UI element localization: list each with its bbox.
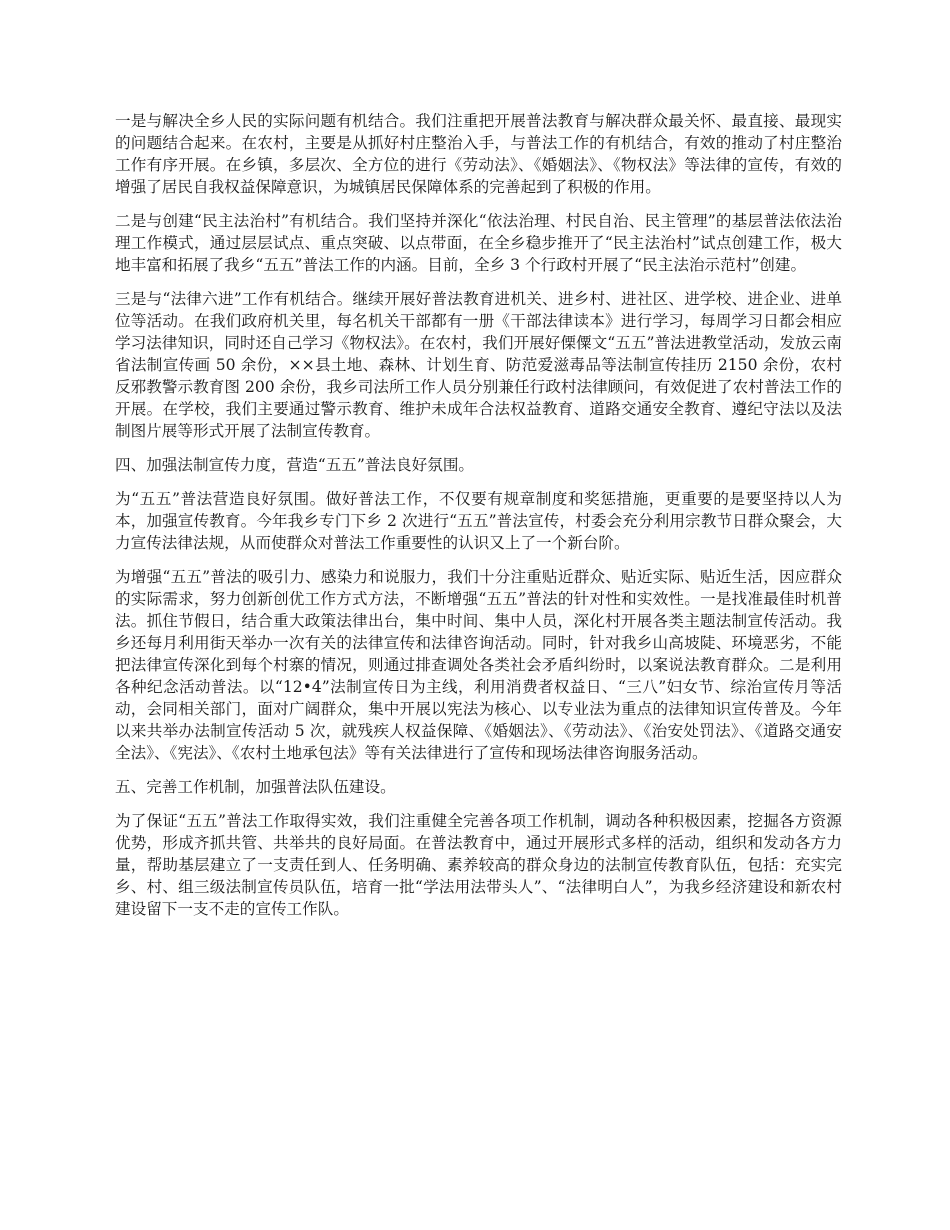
section-heading-mechanism: 五、完善工作机制，加强普法队伍建设。	[115, 778, 396, 796]
document-body	[115, 110, 842, 932]
paragraph-rural-integration: 一是与解决全乡人民的实际问题有机结合。我们注重把开展普法教育与解决群众最关怀、最直接、最现实的问题结合起来。在农村，主要是从抓好村庄整治入手，与普法工作的有机结合，有效的推动了村庄整治工作有序开展。在乡镇，多层次、全方位的进行《劳动法》、《婚姻法》、《物权法》等法律的宣传，有效的增强了居民自我权益保障意识，为城镇居民保障体系的完善起到了积极的作用。	[115, 112, 842, 196]
paragraph-team-building: 为了保证“五五”普法工作取得实效，我们注重健全完善各项工作机制，调动各种积极因素，挖掘各方资源优势，形成齐抓共管、共举共的良好局面。在普法教育中，通过开展形式多样的活动，组织和发动各方力量，帮助基层建立了一支责任到人、任务明确、素养较高的群众身边的法制宣传教育队伍，包括：充实完乡、村、组三级法制宣传员队伍，培育一批“学法用法带头人”、“法律明白人”，为我乡经济建设和新农村建设留下一支不走的宣传工作队。	[115, 812, 842, 918]
paragraph-atmosphere: 为“五五”普法营造良好氛围。做好普法工作，不仅要有规章制度和奖惩措施，更重要的是要坚持以人为 本，加强宣传教育。今年我乡专门下乡 2 次进行“五五”普法宣传，村委会充分利用宗教节日群众聚会，大力宣传法律法规，从而使群众对普法工作重要性的认识又上了一个新台阶。	[115, 490, 842, 552]
paragraph-democratic-village: 二是与创建“民主法治村”有机结合。我们坚持并深化“依法治理、村民自治、民主管理”的基层普法依法治理工作模式，通过层层试点、重点突破、以点带面，在全乡稳步推开了“民主法治村”试点创建工作，极大地丰富和拓展了我乡“五五”普法工作的内涵。目前，全乡 3 个行政村开展了“民主法治示范村”创建。	[115, 212, 842, 274]
paragraph-six-entries: 三是与“法律六进”工作有机结合。继续开展好普法教育进机关、进乡村、进社区、进学校、进企业、进单位等活动。在我们政府机关里，每名机关干部都有一册《干部法律读本》进行学习，每周学习日都会相应学习法律知识，同时还自己学习《物权法》。在农村，我们开展好傈僳文“五五”普法进教堂活动，发放云南省法制宣传画 50 余份，××县土地、森林、计划生育、防范爱滋毒品等法制宣传挂历 2150 余份，农村反邪教警示教育图 200 余份，我乡司法所工作人员分别兼任行政村法律顾问，有效促进了农村普法工作的开展。在学校，我们主要通过警示教育、维护未成年合法权益教育、道路交通安全教育、遵纪守法以及法制图片展等形式开展了法制宣传教育。	[115, 290, 842, 440]
section-heading-publicity: 四、加强法制宣传力度，营造“五五”普法良好氛围。	[115, 456, 475, 474]
paragraph-attractiveness: 为增强“五五”普法的吸引力、感染力和说服力，我们十分注重贴近群众、贴近实际、贴近生活，因应群众的实际需求，努力创新创优工作方式方法，不断增强“五五”普法的针对性和实效性。一是找准最佳时机普法。抓住节假日，结合重大政策法律出台，集中时间、集中人员，深化村开展各类主题法制宣传活动。我乡还每月利用街天举办一次有关的法律宣传和法律咨询活动。同时，针对我乡山高坡陡、环境恶劣，不能把法律宣传深化到每个村寨的情况，则通过排查调处各类社会矛盾纠纷时，以案说法教育群众。二是利用各种纪念活动普法。以“12•4”法制宣传日为主线，利用消费者权益日、“三八”妇女节、综治宣传月等活动，会同相关部门，面对广阔群众，集中开展以宪法为核心、以专业法为重点的法律知识宣传普及。今年以来共举办法制宣传活动 5 次，就残疾人权益保障、《婚姻法》、《劳动法》、《治安处罚法》、《道路交通安全法》、《宪法》、《农村土地承包法》等有关法律进行了宣传和现场法律咨询服务活动。	[115, 568, 842, 762]
